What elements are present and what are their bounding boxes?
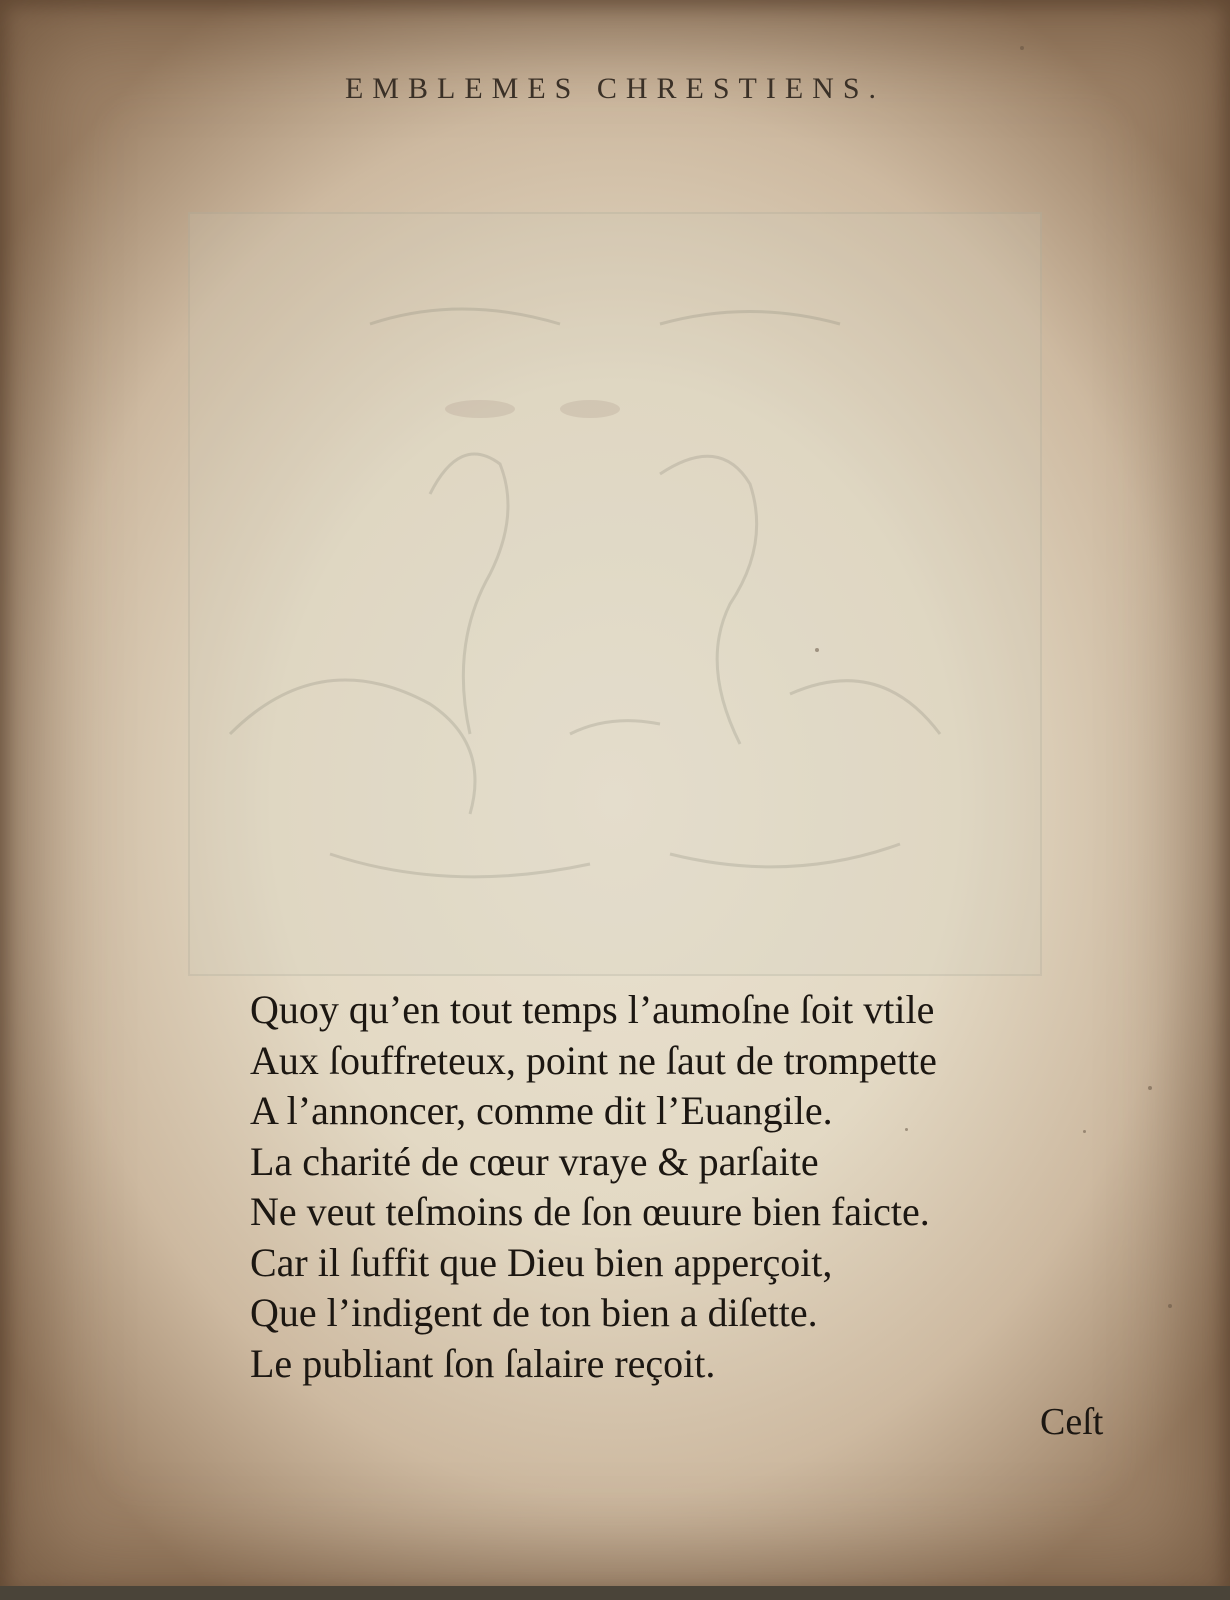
verse-line: Quoy qu’en tout temps l’aumoſne ſoit vtile — [250, 987, 935, 1032]
verse-line: Que l’indigent de ton bien a diſette. — [250, 1290, 818, 1335]
paper-speck — [1168, 1304, 1172, 1308]
verse-line: La charité de cœur vraye & parſaite — [250, 1138, 819, 1184]
paper-speck — [815, 648, 819, 652]
show-through-engraving — [188, 212, 1042, 976]
verse-line: Ne veut teſmoins de ſon œuure bien faicte. — [250, 1189, 930, 1234]
verse-line: Aux ſouffreteux, point ne ſaut de trompette — [250, 1037, 937, 1083]
catchword: Ceſt — [1040, 1401, 1104, 1443]
paper-speck — [1083, 1130, 1086, 1133]
show-through-engraving-sketch — [190, 214, 1040, 974]
paper-speck — [1148, 1086, 1152, 1090]
emblem-verse — [250, 985, 937, 1389]
scan-background-strip — [0, 1586, 1230, 1600]
paper-speck — [1020, 46, 1024, 50]
running-head: EMBLEMES CHRESTIENS. — [344, 72, 886, 105]
verse-line: Le publiant ſon ſalaire reçoit. — [250, 1340, 716, 1386]
verse-line: Car il ſuffit que Dieu bien apperçoit, — [250, 1239, 833, 1285]
paper-speck — [905, 1128, 908, 1131]
verse-line: A l’annoncer, comme dit l’Euangile. — [250, 1088, 833, 1133]
